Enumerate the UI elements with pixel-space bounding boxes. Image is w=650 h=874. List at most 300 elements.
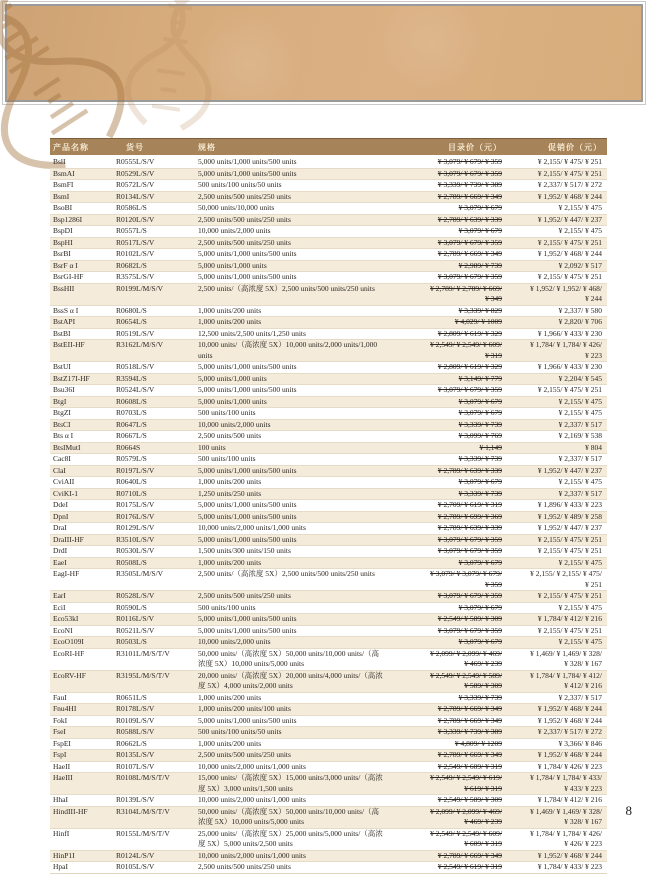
- sku-cell: R0175L/S/V: [116, 500, 155, 509]
- table-row: [50, 545, 607, 557]
- promo-price-line: ¥ 2,155/ ¥ 475: [558, 408, 602, 417]
- promo-price-line: ¥ 251: [585, 579, 602, 589]
- spec-cell: 10,000 units/2,000 units/1,000 units: [198, 795, 306, 804]
- spec-cell: 2,500 units/500 units/250 units: [198, 750, 291, 759]
- spec-cell: 5,000 units/1,000 units/500 units: [198, 249, 297, 258]
- list-price-cell: [390, 192, 502, 203]
- promo-price-cell: [502, 773, 607, 794]
- list-price-line: ¥ 3,079/ ¥ 679/ ¥ 359: [437, 157, 502, 166]
- spec-cell: 2,500 units/500 units/250 units: [198, 237, 291, 247]
- table-row: [50, 794, 607, 806]
- list-price-cell: [390, 558, 502, 569]
- sku-cell: R0124L/S/V: [116, 850, 155, 860]
- sku-cell: R0664S: [116, 442, 141, 452]
- spec-cell: 5,000 units/1,000 units/500 units: [198, 625, 297, 635]
- table-row: [50, 396, 607, 408]
- sku-cell: R0109L/S/V: [116, 715, 155, 725]
- product-name-cell: BslI: [53, 157, 66, 166]
- product-name-cell: ClaI: [53, 465, 66, 475]
- list-price-line: ¥ 3,339/ ¥ 739/ ¥ 389: [437, 180, 502, 189]
- list-price-cell: [390, 569, 502, 590]
- promo-price-line: ¥ 244: [585, 294, 602, 303]
- spec-cell: 2,500 units/500 units/250 units: [198, 862, 291, 871]
- promo-price-cell: [502, 157, 607, 168]
- sku-cell: R0102L/S/V: [116, 249, 155, 258]
- promo-price-line: ¥ 2,169/ ¥ 538: [558, 431, 602, 440]
- product-name-cell: HhaI: [53, 795, 68, 804]
- spec-cell: 10,000 units/2,000 units/1,000 units: [198, 523, 306, 532]
- list-price-line: ¥ 3,079/ ¥ 679/ ¥ 359: [437, 591, 502, 600]
- table-row: [50, 602, 607, 614]
- header-banner-image: [5, 4, 643, 102]
- promo-price-line: ¥ 1,784/ ¥ 412/ ¥ 216: [537, 614, 602, 623]
- product-name-cell: CviKI-1: [53, 488, 78, 498]
- table-row: [50, 305, 607, 317]
- dna-helix-icon: [0, 0, 275, 128]
- list-price-cell: [390, 431, 502, 442]
- product-name-cell: EciI: [53, 602, 66, 612]
- sku-cell: R0139L/S/V: [116, 795, 155, 804]
- table-row: [50, 499, 607, 511]
- spec-cell: 5,000 units/1,000 units: [198, 373, 267, 383]
- list-price-line: ¥ 1,149: [479, 442, 502, 452]
- promo-price-line: ¥ 2,204/ ¥ 545: [558, 373, 602, 383]
- spec-cell: 50,000 units/（高浓度 5X）50,000 units/10,000 units/（高浓度 5X）10,000 units/5,000 units: [198, 648, 380, 668]
- product-name-cell: EarI: [53, 591, 66, 600]
- list-price-line: ¥ 3,079/ ¥ 679/ ¥ 359: [437, 534, 502, 544]
- list-price-cell: [390, 180, 502, 191]
- sku-cell: R3594L/S: [116, 373, 147, 383]
- promo-price-line: ¥ 2,155/ ¥ 475/ ¥ 251: [537, 168, 602, 178]
- promo-price-line: ¥ 804: [585, 442, 602, 452]
- list-price-cell: [390, 795, 502, 806]
- promo-price-cell: [502, 192, 607, 203]
- promo-price-cell: [502, 226, 607, 237]
- table-row: [50, 568, 607, 590]
- spec-cell: 50,000 units/（高浓度 5X）50,000 units/10,000 units/（高浓度 5X）10,000 units/5,000 units: [198, 806, 380, 826]
- spec-cell: 25,000 units/（高浓度 5X）25,000 units/5,000 units/（高浓度 5X）5,000 units/2,500 units: [198, 828, 383, 848]
- promo-price-line: ¥ 2,155/ ¥ 2,155/ ¥ 475/: [530, 569, 602, 578]
- table-row: [50, 726, 607, 738]
- table-row: [50, 453, 607, 465]
- sku-cell: R0608L/S: [116, 396, 147, 406]
- sku-cell: R0116L/S/V: [116, 614, 155, 623]
- list-price-line: ¥ 3,079/ ¥ 679/ ¥ 359: [437, 237, 502, 247]
- list-price-line: ¥ 2,789/ ¥ 669/ ¥ 349: [437, 704, 502, 713]
- list-price-line: ¥ 469/ ¥ 239: [464, 817, 502, 826]
- product-name-cell: EcoRV-HF: [53, 670, 86, 680]
- sku-cell: R0647L/S: [116, 419, 147, 429]
- promo-price-line: ¥ 412/ ¥ 216: [564, 681, 602, 690]
- list-price-line: ¥ 3,099/ ¥ 769: [458, 431, 502, 440]
- product-name-cell: BsrF α I: [53, 260, 78, 270]
- promo-price-cell: [502, 807, 607, 828]
- list-price-line: ¥ 619/ ¥ 319: [464, 783, 502, 793]
- list-price-cell: [390, 477, 502, 488]
- product-name-cell: Bsu36I: [53, 385, 75, 394]
- list-price-line: ¥ 3,339/ ¥ 739: [458, 692, 502, 702]
- sku-cell: R0524L/S/V: [116, 385, 155, 394]
- product-name-cell: BsmAI: [53, 168, 75, 178]
- list-price-cell: [390, 374, 502, 385]
- product-name-cell: EcoO109I: [53, 637, 84, 646]
- promo-price-cell: [502, 284, 607, 305]
- sku-cell: R0703L/S: [116, 408, 147, 417]
- spec-cell: 5,000 units/1,000 units/500 units: [198, 500, 297, 509]
- header-banner: [2, 1, 646, 105]
- promo-price-cell: [502, 443, 607, 454]
- sku-cell: R3575L/S/V: [116, 272, 155, 281]
- promo-price-line: ¥ 328/ ¥ 167: [564, 817, 602, 826]
- promo-price-line: ¥ 2,155/ ¥ 475/ ¥ 251: [537, 385, 602, 394]
- list-price-line: ¥ 3,079/ ¥ 679: [458, 557, 502, 567]
- product-name-cell: FspI: [53, 750, 67, 759]
- sku-cell: R3162L/M/S/V: [116, 340, 164, 349]
- spec-cell: 500 units/100 units/50 units: [198, 727, 282, 736]
- sku-cell: R0519L/S/V: [116, 328, 155, 338]
- spec-cell: 5,000 units/1,000 units/500 units: [198, 511, 297, 521]
- list-price-cell: [390, 851, 502, 862]
- product-name-cell: Fnu4HI: [53, 704, 77, 713]
- promo-price-line: ¥ 2,155/ ¥ 475: [558, 602, 602, 612]
- list-price-cell: [390, 807, 502, 828]
- list-price-cell: [390, 614, 502, 625]
- product-name-cell: Bsp1286I: [53, 214, 83, 224]
- list-price-cell: [390, 603, 502, 614]
- promo-price-line: ¥ 2,155/ ¥ 475/ ¥ 251: [537, 157, 602, 166]
- product-name-cell: BsrGI-HF: [53, 272, 84, 281]
- promo-price-line: ¥ 1,952/ ¥ 468/ ¥ 244: [537, 715, 602, 725]
- spec-cell: 5,000 units/1,000 units: [198, 396, 267, 406]
- table-row: [50, 202, 607, 214]
- list-price-cell: [390, 203, 502, 214]
- list-price-line: ¥ 3,079/ ¥ 679/ ¥ 359: [437, 168, 502, 178]
- table-row: [50, 488, 607, 500]
- list-price-cell: [390, 238, 502, 249]
- product-name-cell: FseI: [53, 727, 66, 736]
- list-price-line: ¥ 2,789/ ¥ 669/ ¥ 349: [437, 249, 502, 258]
- promo-price-line: ¥ 1,966/ ¥ 433/ ¥ 230: [537, 328, 602, 338]
- spec-cell: 1,000 units/200 units: [198, 692, 262, 702]
- promo-price-line: ¥ 1,784/ ¥ 1,784/ ¥ 426/: [530, 340, 602, 349]
- list-price-cell: [390, 739, 502, 750]
- list-price-cell: [390, 215, 502, 226]
- spec-cell: 10,000 units/2,000 units: [198, 419, 271, 429]
- list-price-line: ¥ 4,029/ ¥ 1009: [454, 317, 502, 326]
- spec-cell: 10,000 units/2,000 units: [198, 637, 271, 646]
- promo-price-cell: [502, 671, 607, 692]
- sku-cell: R0105L/S/V: [116, 862, 155, 871]
- promo-price-cell: [502, 523, 607, 534]
- promo-price-line: ¥ 1,952/ ¥ 447/ ¥ 237: [537, 214, 602, 224]
- promo-price-line: ¥ 1,784/ ¥ 1,784/ ¥ 433/: [530, 773, 602, 782]
- promo-price-line: ¥ 2,155/ ¥ 475: [558, 203, 602, 212]
- spec-cell: 10,000 units/2,000 units/1,000 units: [198, 850, 306, 860]
- promo-price-cell: [502, 500, 607, 511]
- promo-price-line: ¥ 2,155/ ¥ 475/ ¥ 251: [537, 546, 602, 555]
- promo-price-cell: [502, 558, 607, 569]
- product-name-cell: BspHI: [53, 237, 73, 247]
- list-price-line: ¥ 4,809/ ¥ 1209: [454, 738, 502, 748]
- spec-cell: 500 units/100 units: [198, 454, 256, 463]
- product-name-cell: FokI: [53, 715, 68, 725]
- product-name-cell: HinP1I: [53, 850, 75, 860]
- sku-cell: R0176L/S/V: [116, 511, 155, 521]
- table-row: [50, 271, 607, 283]
- list-price-line: ¥ 349: [485, 294, 502, 303]
- list-price-line: ¥ 2,789/ ¥ 669/ ¥ 349: [437, 715, 502, 725]
- spec-cell: 15,000 units/（高浓度 5X）15,000 units/3,000 units/（高浓度 5X）3,000 units/1,500 units: [198, 773, 383, 793]
- table-row: [50, 613, 607, 625]
- promo-price-cell: [502, 329, 607, 340]
- sku-cell: R0134L/S/V: [116, 191, 155, 201]
- list-price-cell: [390, 626, 502, 637]
- list-price-cell: [390, 773, 502, 794]
- list-price-cell: [390, 546, 502, 557]
- sku-cell: R0654L/S: [116, 317, 147, 326]
- promo-price-cell: [502, 716, 607, 727]
- sku-cell: R3510L/S/V: [116, 534, 155, 544]
- table-row: [50, 636, 607, 648]
- sku-cell: R0508L/S: [116, 557, 147, 567]
- table-row: [50, 225, 607, 237]
- spec-cell: 5,000 units/1,000 units/500 units: [198, 168, 297, 178]
- product-name-cell: DraIII-HF: [53, 534, 84, 544]
- sku-cell: R0651L/S: [116, 692, 147, 702]
- promo-price-cell: [502, 408, 607, 419]
- sku-cell: R0667L/S: [116, 431, 147, 440]
- promo-price-line: ¥ 2,155/ ¥ 475: [558, 637, 602, 646]
- column-header-product-name: 产品名称: [53, 142, 89, 152]
- list-price-line: ¥ 2,809/ ¥ 619/ ¥ 329: [437, 328, 502, 338]
- promo-price-line: ¥ 1,952/ ¥ 468/ ¥ 244: [537, 249, 602, 258]
- list-price-cell: [390, 362, 502, 373]
- sku-cell: R0503L/S: [116, 637, 147, 646]
- promo-price-cell: [502, 261, 607, 272]
- sku-cell: R0120L/S/V: [116, 214, 155, 224]
- list-price-cell: [390, 157, 502, 168]
- spec-cell: 5,000 units/1,000 units/500 units: [198, 385, 297, 394]
- list-price-line: ¥ 2,549/ ¥ 609/ ¥ 319: [437, 761, 502, 771]
- list-price-cell: [390, 261, 502, 272]
- sku-cell: R0129L/S/V: [116, 523, 155, 532]
- list-price-cell: [390, 671, 502, 692]
- promo-price-line: ¥ 2,337/ ¥ 517: [558, 454, 602, 463]
- promo-price-cell: [502, 750, 607, 761]
- spec-cell: 500 units/100 units: [198, 602, 256, 612]
- sku-cell: R0586L/S: [116, 203, 147, 212]
- table-row: [50, 191, 607, 203]
- spec-cell: 2,500 units/500 units/250 units: [198, 191, 291, 201]
- list-price-cell: [390, 454, 502, 465]
- promo-price-cell: [502, 862, 607, 873]
- list-price-line: ¥ 359: [485, 579, 502, 589]
- promo-price-line: ¥ 1,952/ ¥ 489/ ¥ 258: [537, 511, 602, 521]
- promo-price-cell: [502, 477, 607, 488]
- list-price-line: ¥ 2,549/ ¥ 2,549/ ¥ 609/: [430, 828, 502, 838]
- table-row: [50, 692, 607, 704]
- promo-price-cell: [502, 385, 607, 396]
- promo-price-line: ¥ 2,337/ ¥ 517: [558, 692, 602, 702]
- promo-price-cell: [502, 614, 607, 625]
- spec-cell: 5,000 units/1,000 units/500 units: [198, 272, 297, 281]
- spec-cell: 5,000 units/1,000 units/500 units: [198, 614, 297, 623]
- sku-cell: R0528L/S/V: [116, 591, 155, 600]
- list-price-cell: [390, 829, 502, 850]
- list-price-cell: [390, 226, 502, 237]
- list-price-line: ¥ 2,809/ ¥ 619/ ¥ 329: [437, 362, 502, 371]
- table-row: [50, 670, 607, 692]
- table-row: [50, 534, 607, 546]
- list-price-line: ¥ 2,549/ ¥ 2,549/ ¥ 589/: [430, 670, 502, 680]
- promo-price-cell: [502, 180, 607, 191]
- table-row: [50, 168, 607, 180]
- promo-price-cell: [502, 851, 607, 862]
- table-row: [50, 761, 607, 773]
- list-price-cell: [390, 637, 502, 648]
- promo-price-line: ¥ 1,952/ ¥ 468/ ¥ 244: [537, 191, 602, 201]
- promo-price-line: ¥ 1,952/ ¥ 447/ ¥ 237: [537, 523, 602, 532]
- table-row: [50, 316, 607, 328]
- promo-price-line: ¥ 2,155/ ¥ 475/ ¥ 251: [537, 625, 602, 635]
- spec-cell: 50,000 units/10,000 units: [198, 203, 275, 212]
- promo-price-line: ¥ 1,952/ ¥ 468/ ¥ 244: [537, 750, 602, 759]
- list-price-cell: [390, 385, 502, 396]
- sku-cell: R3505L/M/S/V: [116, 569, 164, 578]
- promo-price-cell: [502, 362, 607, 373]
- product-name-cell: BtgI: [53, 396, 67, 406]
- list-price-line: ¥ 2,789/ ¥ 639/ ¥ 339: [437, 523, 502, 532]
- list-price-line: ¥ 2,099/ ¥ 2,099/ ¥ 469/: [430, 806, 502, 816]
- sku-cell: R0178L/S/V: [116, 704, 155, 713]
- list-price-line: ¥ 3,079/ ¥ 3,079/ ¥ 679/: [430, 569, 502, 578]
- promo-price-cell: [502, 626, 607, 637]
- list-price-line: ¥ 2,549/ ¥ 2,549/ ¥ 619/: [430, 773, 502, 782]
- table-row: [50, 476, 607, 488]
- product-name-cell: BstZ17I-HF: [53, 373, 90, 383]
- spec-cell: 5,000 units/1,000 units/500 units: [198, 362, 297, 371]
- promo-price-cell: [502, 829, 607, 850]
- table-row: [50, 339, 607, 361]
- list-price-cell: [390, 466, 502, 477]
- list-price-line: ¥ 3,079/ ¥ 679: [458, 637, 502, 646]
- promo-price-cell: [502, 546, 607, 557]
- list-price-line: ¥ 2,989/ ¥ 739: [458, 260, 502, 270]
- promo-price-line: ¥ 2,155/ ¥ 475/ ¥ 251: [537, 237, 602, 247]
- promo-price-cell: [502, 340, 607, 361]
- list-price-cell: [390, 169, 502, 180]
- promo-price-cell: [502, 762, 607, 773]
- table-row: [50, 407, 607, 419]
- promo-price-cell: [502, 489, 607, 500]
- list-price-line: ¥ 2,789/ ¥ 669/ ¥ 349: [437, 191, 502, 201]
- product-name-cell: BspDI: [53, 226, 73, 235]
- promo-price-cell: [502, 466, 607, 477]
- table-row: [50, 749, 607, 761]
- product-name-cell: DrdI: [53, 546, 68, 555]
- table-row: [50, 511, 607, 523]
- sku-cell: R3101L/M/S/T/V: [116, 648, 170, 658]
- list-price-cell: [390, 272, 502, 283]
- list-price-line: ¥ 2,549/ ¥ 589/ ¥ 309: [437, 795, 502, 804]
- sku-cell: R0640L/S: [116, 477, 147, 486]
- list-price-cell: [390, 862, 502, 873]
- column-header-promo-price: 促销价（元）: [548, 142, 602, 152]
- sku-cell: R0529L/S/V: [116, 168, 155, 178]
- spec-cell: 2,500 units/（高浓度 5X）2,500 units/500 units/250 units: [198, 569, 375, 578]
- list-price-cell: [390, 408, 502, 419]
- promo-price-line: ¥ 2,155/ ¥ 475/ ¥ 251: [537, 591, 602, 600]
- product-name-cell: EcoNI: [53, 625, 73, 635]
- promo-price-cell: [502, 795, 607, 806]
- sku-cell: R0199L/M/S/V: [116, 283, 164, 293]
- list-price-line: ¥ 3,339/ ¥ 739: [458, 419, 502, 429]
- product-name-cell: BtsIMutI: [53, 442, 81, 452]
- table-row: [50, 373, 607, 385]
- spec-cell: 1,000 units/200 units: [198, 477, 262, 486]
- promo-price-line: ¥ 2,337/ ¥ 517/ ¥ 272: [537, 180, 602, 189]
- product-name-cell: BsmFI: [53, 180, 74, 189]
- table-row: [50, 772, 607, 794]
- spec-cell: 1,250 units/250 units: [198, 488, 262, 498]
- promo-price-line: ¥ 2,155/ ¥ 475: [558, 557, 602, 567]
- list-price-cell: [390, 649, 502, 670]
- spec-cell: 1,000 units/200 units/100 units: [198, 704, 291, 713]
- promo-price-line: ¥ 2,337/ ¥ 517: [558, 419, 602, 429]
- list-price-line: ¥ 2,099/ ¥ 2,099/ ¥ 469/: [430, 648, 502, 658]
- spec-cell: 2,500 units/500 units/250 units: [198, 214, 291, 224]
- promo-price-cell: [502, 431, 607, 442]
- product-name-cell: EcoRI-HF: [53, 648, 85, 658]
- table-row: [50, 237, 607, 249]
- table-row: [50, 248, 607, 260]
- list-price-cell: [390, 535, 502, 546]
- product-name-cell: BsoBI: [53, 203, 73, 212]
- product-name-cell: Cac8I: [53, 454, 71, 463]
- list-price-line: ¥ 3,079/ ¥ 679: [458, 203, 502, 212]
- list-price-cell: [390, 306, 502, 317]
- table-row: [50, 384, 607, 396]
- list-price-cell: [390, 704, 502, 715]
- promo-price-line: ¥ 2,337/ ¥ 517/ ¥ 272: [537, 727, 602, 736]
- list-price-cell: [390, 420, 502, 431]
- promo-price-line: ¥ 2,337/ ¥ 580: [558, 305, 602, 315]
- spec-cell: 5,000 units/1,000 units/500 units: [198, 534, 297, 544]
- product-name-cell: Eco53kI: [53, 614, 79, 623]
- table-row: [50, 214, 607, 226]
- promo-price-line: ¥ 1,469/ ¥ 1,469/ ¥ 328/: [530, 648, 602, 658]
- list-price-line: ¥ 3,339/ ¥ 829: [458, 305, 502, 315]
- product-name-cell: HaeII: [53, 761, 71, 771]
- promo-price-cell: [502, 512, 607, 523]
- promo-price-line: ¥ 1,784/ ¥ 412/ ¥ 216: [537, 795, 602, 804]
- list-price-cell: [390, 443, 502, 454]
- table-row: [50, 861, 607, 873]
- promo-price-cell: [502, 420, 607, 431]
- promo-price-line: ¥ 1,784/ ¥ 1,784/ ¥ 426/: [530, 828, 602, 838]
- table-row: [50, 361, 607, 373]
- list-price-line: ¥ 2,789/ ¥ 699/ ¥ 369: [437, 511, 502, 521]
- promo-price-line: ¥ 1,952/ ¥ 1,952/ ¥ 468/: [530, 283, 602, 293]
- promo-price-line: ¥ 1,966/ ¥ 433/ ¥ 230: [537, 362, 602, 371]
- promo-price-cell: [502, 591, 607, 602]
- table-row: [50, 850, 607, 862]
- list-price-line: ¥ 2,789/ ¥ 2,789/ ¥ 669/: [430, 283, 502, 293]
- promo-price-line: ¥ 3,366/ ¥ 846: [558, 738, 602, 748]
- spec-cell: 5,000 units/1,000 units/500 units: [198, 715, 297, 725]
- spec-cell: 10,000 units/2,000 units/1,000 units: [198, 761, 306, 771]
- list-price-line: ¥ 469/ ¥ 239: [464, 659, 502, 668]
